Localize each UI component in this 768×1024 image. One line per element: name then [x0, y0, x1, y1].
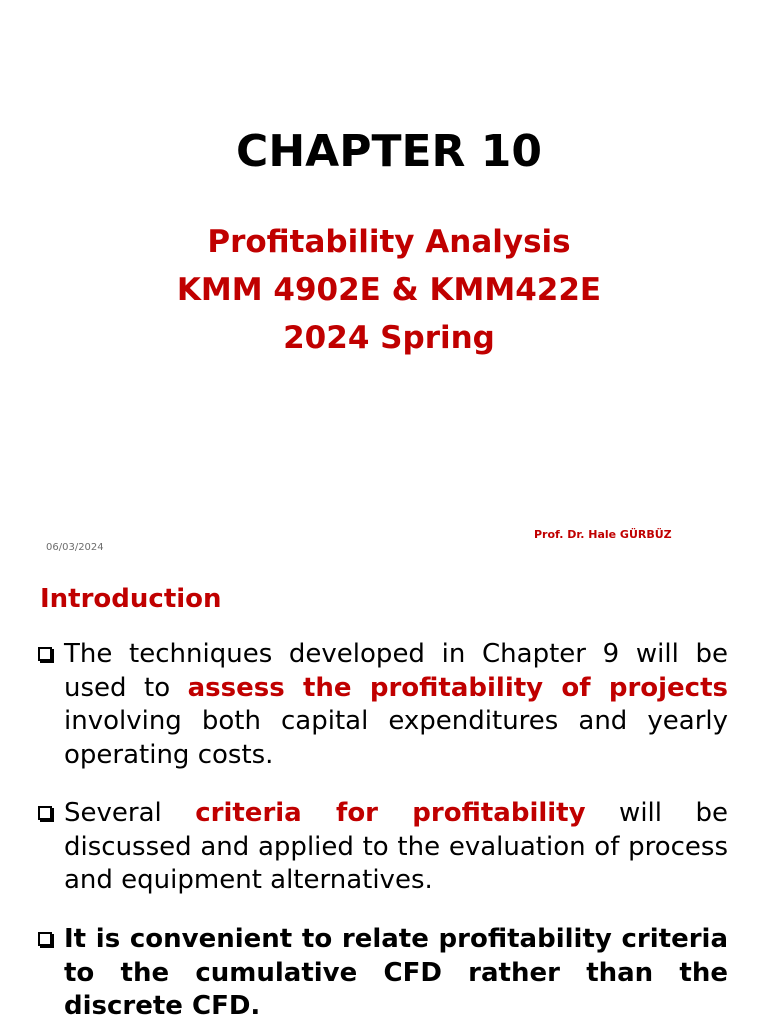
- bullet-item: [36, 797, 728, 898]
- bullet-item: [36, 638, 728, 772]
- chapter-title: CHAPTER 10: [236, 126, 542, 177]
- intro-slide: [0, 572, 768, 1024]
- hollow-square-bullet-icon: [38, 806, 52, 820]
- bullet-item: [36, 923, 728, 1024]
- hollow-square-bullet-icon: [38, 932, 52, 946]
- hollow-square-bullet-icon: [38, 647, 52, 661]
- slide-date: 06/03/2024: [46, 542, 104, 553]
- course-term: 2024 Spring: [283, 320, 495, 356]
- bullet-text-after: will be discussed and applied to the evaluation of process and equipment alternatives.: [64, 798, 728, 895]
- course-topic: Profitability Analysis: [207, 224, 571, 260]
- bullet-text-before: The techniques developed in Chapter 9 will be used to: [64, 639, 728, 703]
- bullet-text-before: Several: [64, 798, 196, 828]
- subtitle-block: [0, 218, 768, 362]
- author-name: Prof. Dr. Hale GÜRBÜZ: [534, 528, 672, 541]
- bullet-text: [64, 797, 728, 898]
- bullet-text: It is convenient to relate profitability criteria to the cumulative CFD rather than the discrete CFD.: [64, 924, 728, 1021]
- bullet-text: [64, 638, 728, 772]
- intro-heading: Introduction: [40, 584, 222, 614]
- bullet-highlight: criteria for profitability: [195, 798, 586, 828]
- bullet-highlight: assess the profitability of projects: [187, 672, 728, 703]
- course-codes: KMM 4902E & KMM422E: [176, 272, 602, 308]
- bullet-text-after: involving both capital expenditures and yearly operating costs.: [64, 706, 728, 770]
